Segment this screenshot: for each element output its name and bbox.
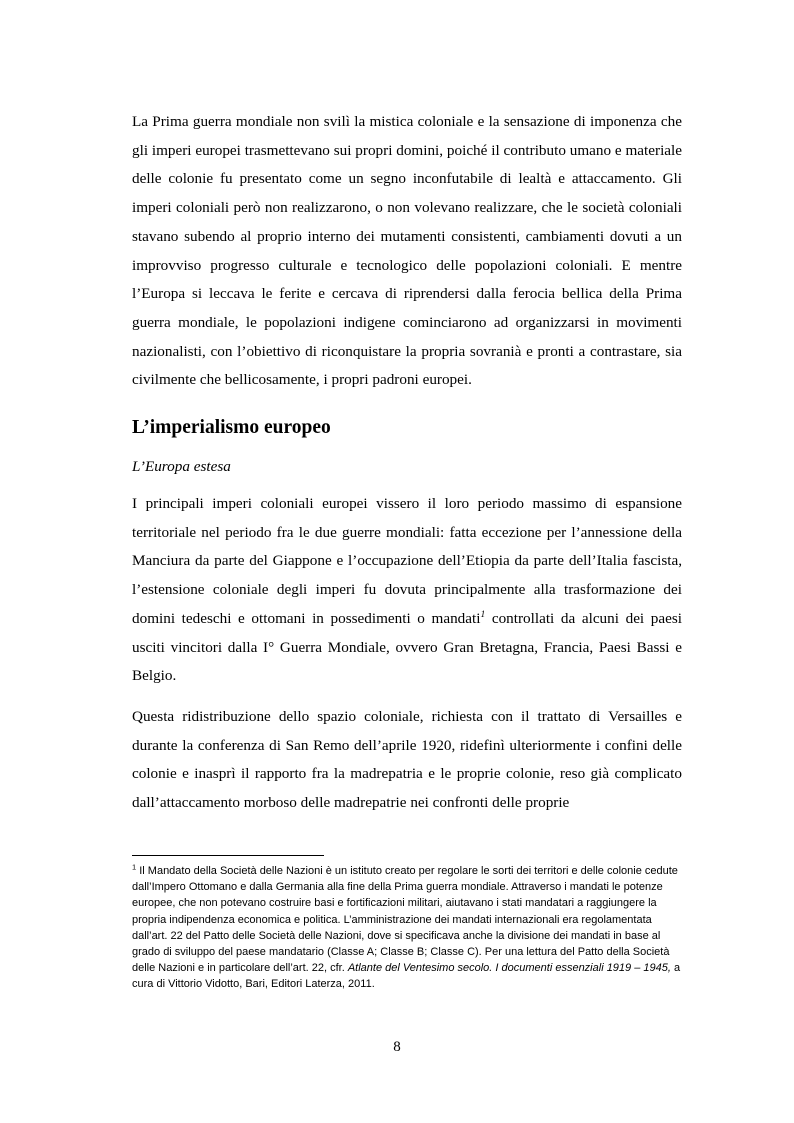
footnote-text-after: a cura di Vittorio Vidotto, Bari, Editori Laterza, 2011. [132,962,681,991]
body-paragraph-2-text-before: I principali imperi coloniali europei vissero il loro periodo massimo di espansione territoriale nel periodo fra le due guerre mondiali: fatta eccezione per l’annessione della Manciura da parte del Giappone e l’occupazione dell’Etiopia da parte dell’Italia fascista, l’estensione coloniale degli imperi fu dovuta principalmente alla trasformazione dei domini tedeschi e ottomani in possedimenti o mandati [132,495,682,627]
footnote-text-before: Il Mandato della Società delle Nazioni è un istituto creato per regolare le sorti dei territori e delle colonie cedute dall’Impero Ottomano e dalla Germania alla fine della Prima guerra mondiale. Attraverso i mandati le potenze europee, che non potevano costruire basi e fortificazioni militari, aiutavano i stati mandatari a raggiungere la propria indipendenza economica e politica. L’amministrazione dei mandati internazionali era regolamentata dall’art. 22 del Patto delle Società delle Nazioni, dove si specificava anche la divisione dei mandati in base al grado di sviluppo del paese mandatario (Classe A; Classe B; Classe C). Per una lettura del Patto della Società delle Nazioni e in particolare dell’art. 22, cfr. [132,865,678,975]
section-subheading: L’Europa estesa [132,458,231,476]
footnote-marker: 1 [132,862,137,872]
body-paragraph-3: Questa ridistribuzione dello spazio coloniale, richiesta con il trattato di Versailles e durante la conferenza di San Remo dell’aprile 1920, ridefinì ulteriormente i confini delle colonie e inasprì il rapporto fra la madrepatria e le proprie colonie, reso già complicato dall’attaccamento morboso delle madrepatrie nei confronti delle proprie [132,707,682,812]
body-paragraph-1: La Prima guerra mondiale non svilì la mistica coloniale e la sensazione di imponenza che gli imperi europei trasmettevano sui propri domini, poiché il contributo umano e materiale delle colonie fu presentato come un segno inconfutabile di lealtà e attaccamento. Gli imperi coloniali però non realizzarono, o non volevano realizzare, che le società coloniali stavano subendo al proprio interno dei mutamenti consistenti, cambiamenti dovuti a un improvviso progresso culturale e tecnologico delle popolazioni coloniali. E mentre l’Europa si leccava le ferite e cercava di riprendersi dalla ferocia bellica della Prima guerra mondiale, le popolazioni indigene cominciarono ad organizzarsi in movimenti nazionalisti, con l’obiettivo di riconquistare la propria sovranià e pronti a contrastare, sia civilmente che bellicosamente, i propri padroni europei. [132,113,682,389]
page-body [132,108,682,818]
section-heading: L’imperialismo europeo [132,417,331,439]
body-paragraph-2 [132,490,682,691]
footnote-cited-title: Atlante del Ventesimo secolo. I documenti essenziali 1919 – 1945, [347,962,671,975]
footnote [132,863,682,993]
body-paragraph-2-text-after: controllati da alcuni dei paesi usciti vincitori dalla I° Guerra Mondiale, ovvero Gran Bretagna, Francia, Paesi Bassi e Belgio. [132,609,682,685]
footnote-reference: 1 [480,609,486,620]
page-number: 8 [393,1039,401,1055]
footnote-separator [132,855,324,856]
